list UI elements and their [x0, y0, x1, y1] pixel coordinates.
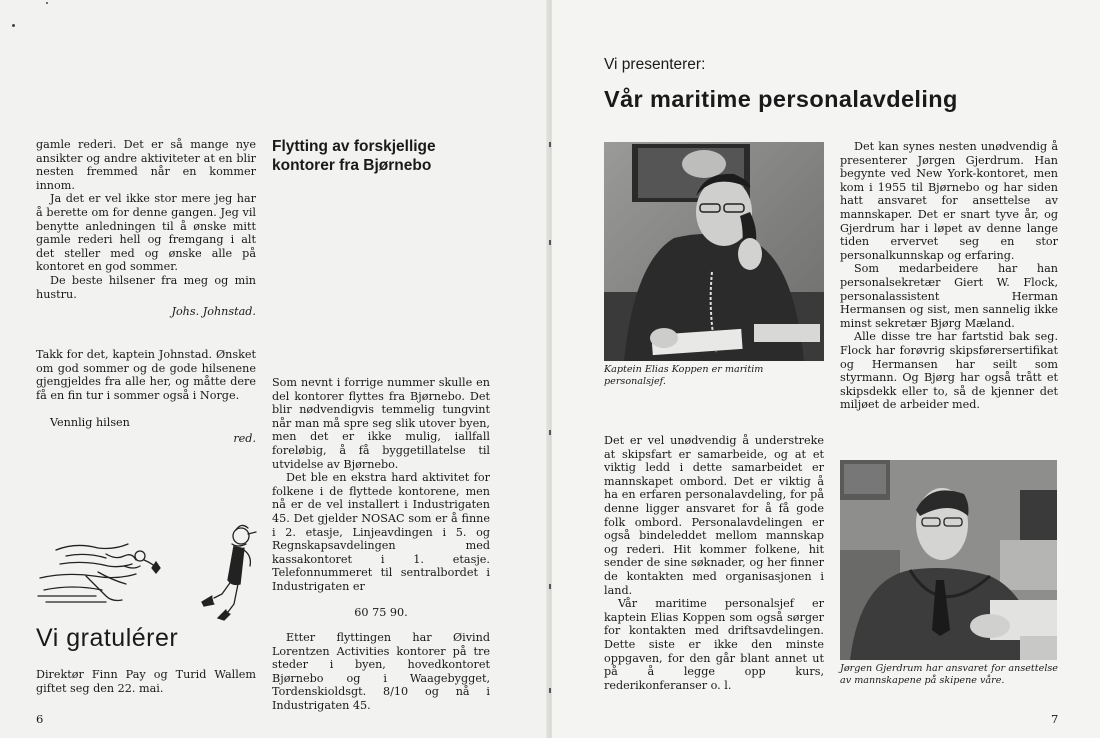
page-title: Vår maritime personalavdeling: [604, 86, 958, 112]
paragraph: gamle rederi. Det er så mange nye ansikter og andre aktiviteter at en blir nesten fremmed når en kommer innom.: [36, 138, 256, 192]
paragraph: Etter flyttingen har Øivind Lorentzen Activities kontorer på tre steder i byen, hovedkontoret Bjørnebo og i Waagebygget, Tordenskioldsgt. 8/10 og nå i Industrigaten 45.: [272, 631, 490, 713]
cartoon-illustration: [36, 520, 260, 624]
section-kicker: Vi presenterer:: [604, 56, 706, 73]
congratulations-text: [36, 668, 256, 695]
page-number-left: 6: [36, 712, 44, 726]
article-heading: Flytting av forskjellige kontorer fra Bjørnebo: [272, 138, 436, 174]
scan-mark: [549, 688, 551, 693]
phone-number: 60 75 90.: [354, 605, 408, 619]
scan-mark: [549, 142, 551, 147]
paragraph: Det er vel unødvendig å understreke at skipsfart er samarbeide, og at et viktig ledd i dette samarbeidet er mannskapet ombord. Det er viktig å ha en erfaren personalavdeling, for på denne ligger ansvaret for å få gode folk ombord. Personalavdelingen er også bindeleddet mellom mannskap og rederi. Hit kommer folkene, hit sender de sine søknader, og her finner de kontakten med organisasjonen i land.: [604, 434, 824, 597]
scan-speck: [12, 24, 15, 27]
article-column-left: [604, 434, 824, 692]
paragraph: Takk for det, kaptein Johnstad. Ønsket om god sommer og de gode hilsenene gjengjeldes fra alle her, og måtte dere få en fin tur i sommer også i Norge.: [36, 348, 256, 402]
paragraph: Alle disse tre har fartstid bak seg. Flock har forøvrig skipsførersertifikat og Hermansen har seilt som styrmann. Og Bjørg har også trått et skipsdekk eller to, så de kjenner det miljøet de arbeider med.: [840, 330, 1058, 412]
article-body: [272, 376, 490, 713]
greeting: Vennlig hilsen: [50, 416, 130, 430]
scan-mark: [549, 240, 551, 245]
page-number-right: 7: [1051, 712, 1059, 726]
article-column-right: [840, 140, 1058, 412]
editor-reply: [36, 348, 256, 446]
paragraph: Det ble en ekstra hard aktivitet for folkene i de flyttede kontorene, men nå er de vel installert i Industrigaten 45. Det gjelder NOSAC som er å finne i 2. etasje, Linjeavdingen i 5. og Regnskapsavdelingen med kassakontoret i 1. etasje. Telefonnummeret til sentralbordet i Industrigaten er: [272, 471, 490, 593]
paragraph: Vår maritime personalsjef er kaptein Elias Koppen som også sørger for kontakten med driftsavdelingen. Dette siste er ikke den minste oppgaven, for den går blant annet ut på å legge opp kurs, rederikonferanser o. l.: [604, 597, 824, 692]
photo-elias-koppen: [604, 142, 824, 361]
paragraph: Som medarbeidere har han personalsekretær Giert W. Flock, personalassistent Herman Hermansen og sist, men sannelig ikke minst sekretær Bjørg Mæland.: [840, 262, 1058, 330]
letter-signature: Johs. Johnstad.: [171, 305, 256, 319]
paragraph: Direktør Finn Pay og Turid Wallem giftet seg den 22. mai.: [36, 668, 256, 695]
photo-jorgen-gjerdrum: [840, 460, 1057, 660]
paragraph: Som nevnt i forrige nummer skulle en del kontorer flyttes fra Bjørnebo. Det blir nødvendigvis temmelig tungvint når man må spre seg slik utover byen, men det er ikke mulig, iallfall foreløbig, å få byggetillatelse til utvidelse av Bjørnebo.: [272, 376, 490, 471]
paragraph: Det kan synes nesten unødvendig å presenterer Jørgen Gjerdrum. Han begynte ved New York-kontoret, men kom i 1955 til Bjørnebo og har siden hatt ansvaret for ansettelse av mannskaper. Det er snart tyve år, og Gjerdrum har i løpet av denne lange tiden ervervet seg en stor personalkunnskap og erfaring.: [840, 140, 1058, 262]
scan-mark: [549, 430, 551, 435]
letter-column: [36, 138, 256, 319]
paragraph: Ja det er vel ikke stor mere jeg har å berette om for denne gangen. Jeg vil benytte anledningen til å ønske mitt gamle rederi hell og fremgang i alt det steller med og ønske alle på kontoret en god sommer.: [36, 192, 256, 274]
congratulations-heading: Vi gratulérer: [36, 624, 179, 652]
scan-mark: [549, 584, 551, 589]
editor-signature: red.: [233, 431, 256, 445]
scan-speck: [46, 2, 48, 4]
paragraph: De beste hilsener fra meg og min hustru.: [36, 273, 256, 301]
photo-caption: Jørgen Gjerdrum har ansvaret for ansettelse av mannskapene på skipene våre.: [840, 663, 1058, 686]
photo-caption: Kaptein Elias Koppen er maritim personalsjef.: [604, 364, 764, 387]
